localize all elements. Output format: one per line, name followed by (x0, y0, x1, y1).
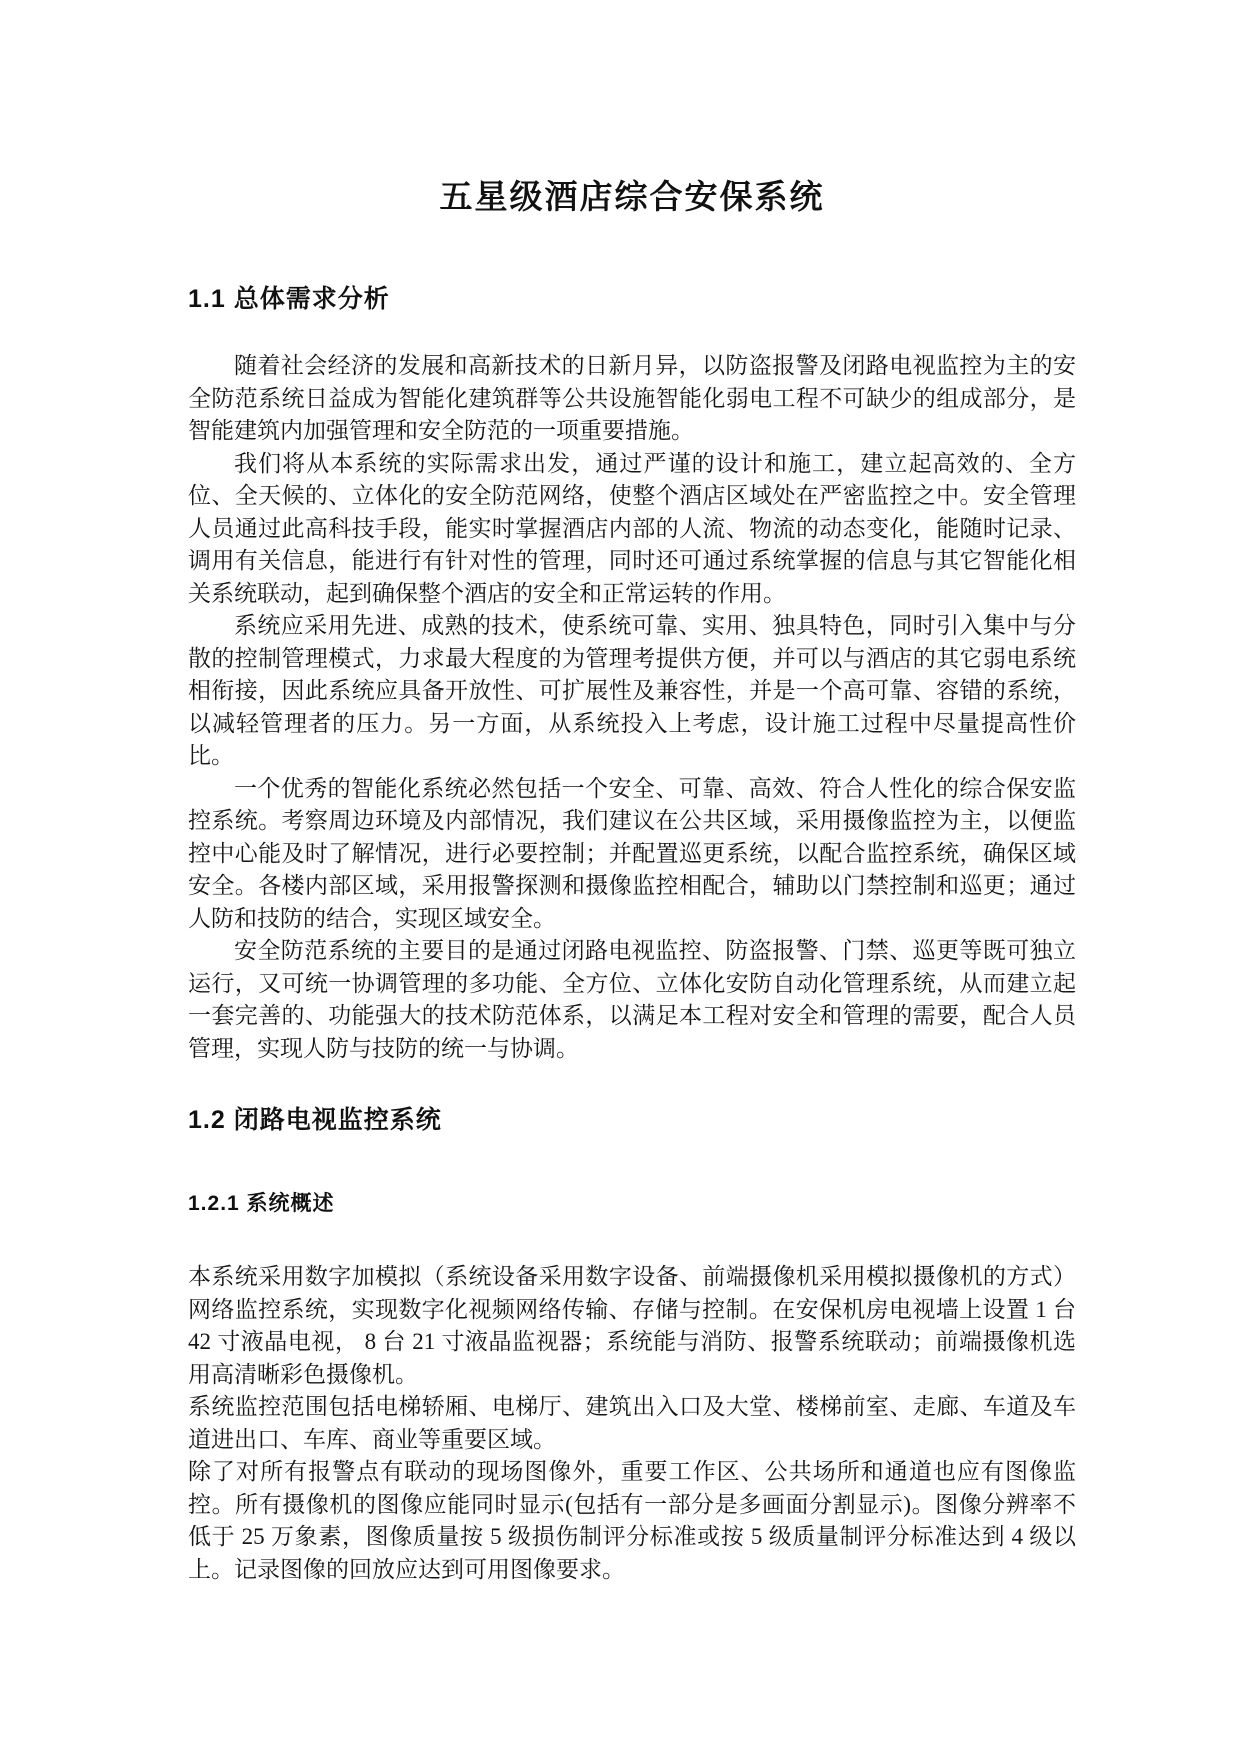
paragraph: 随着社会经济的发展和高新技术的日新月异，以防盗报警及闭路电视监控为主的安全防范系统日益成为智能化建筑群等公共设施智能化弱电工程不可缺少的组成部分，是智能建筑内加强管理和安全防范的一项重要措施。 (188, 353, 1076, 443)
section-heading-1-2-1: 1.2.1 系统概述 (188, 1192, 335, 1215)
paragraph: 一个优秀的智能化系统必然包括一个安全、可靠、高效、符合人性化的综合保安监控系统。考察周边环境及内部情况，我们建议在公共区域，采用摄像监控为主，以便监控中心能及时了解情况，进行必要控制；并配置巡更系统，以配合监控系统，确保区域安全。各楼内部区域，采用报警探测和摄像监控相配合，辅助以门禁控制和巡更；通过人防和技防的结合，实现区域安全。 (188, 775, 1076, 931)
section-heading-1-1: 1.1 总体需求分析 (188, 285, 390, 313)
paragraph: 系统应采用先进、成熟的技术，使系统可靠、实用、独具特色，同时引入集中与分散的控制管理模式，力求最大程度的为管理考提供方便，并可以与酒店的其它弱电系统相衔接，因此系统应具备开放性、可扩展性及兼容性，并是一个高可靠、容错的系统，以减轻管理者的压力。另一方面，从系统投入上考虑，设计施工过程中尽量提高性价比。 (188, 613, 1076, 768)
paragraph: 系统监控范围包括电梯轿厢、电梯厅、建筑出入口及大堂、楼梯前室、走廊、车道及车道进出口、车库、商业等重要区域。 (188, 1394, 1076, 1452)
paragraph: 本系统采用数字加模拟（系统设备采用数字设备、前端摄像机采用模拟摄像机的方式）网络监控系统，实现数字化视频网络传输、存储与控制。在安保机房电视墙上设置 1 台 42 寸液晶电视， 8 台 21 寸液晶监视器；系统能与消防、报警系统联动；前端摄像机选用高清晰彩色摄像机。 (188, 1264, 1076, 1387)
paragraph: 安全防范系统的主要目的是通过闭路电视监控、防盗报警、门禁、巡更等既可独立运行，又可统一协调管理的多功能、全方位、立体化安防自动化管理系统，从而建立起一套完善的、功能强大的技术防范体系，以满足本工程对安全和管理的需要，配合人员管理，实现人防与技防的统一与协调。 (188, 938, 1076, 1061)
document-content (188, 0, 1076, 1586)
paragraph: 我们将从本系统的实际需求出发，通过严谨的设计和施工，建立起高效的、全方位、全天候的、立体化的安全防范网络，使整个酒店区域处在严密监控之中。安全管理人员通过此高科技手段，能实时掌握酒店内部的人流、物流的动态变化，能随时记录、调用有关信息，能进行有针对性的管理，同时还可通过系统掌握的信息与其它智能化相关系统联动，起到确保整个酒店的安全和正常运转的作用。 (188, 450, 1076, 606)
document-title: 五星级酒店综合安保系统 (439, 180, 825, 216)
section-heading-1-2: 1.2 闭路电视监控系统 (188, 1106, 442, 1134)
paragraph: 除了对所有报警点有联动的现场图像外，重要工作区、公共场所和通道也应有图像监控。所有摄像机的图像应能同时显示(包括有一部分是多画面分割显示)。图像分辨率不低于 25 万象素，图像质量按 5 级损伤制评分标准或按 5 级质量制评分标准达到 4 级以上。记录图像的回放应达到可用图像要求。 (188, 1459, 1077, 1582)
